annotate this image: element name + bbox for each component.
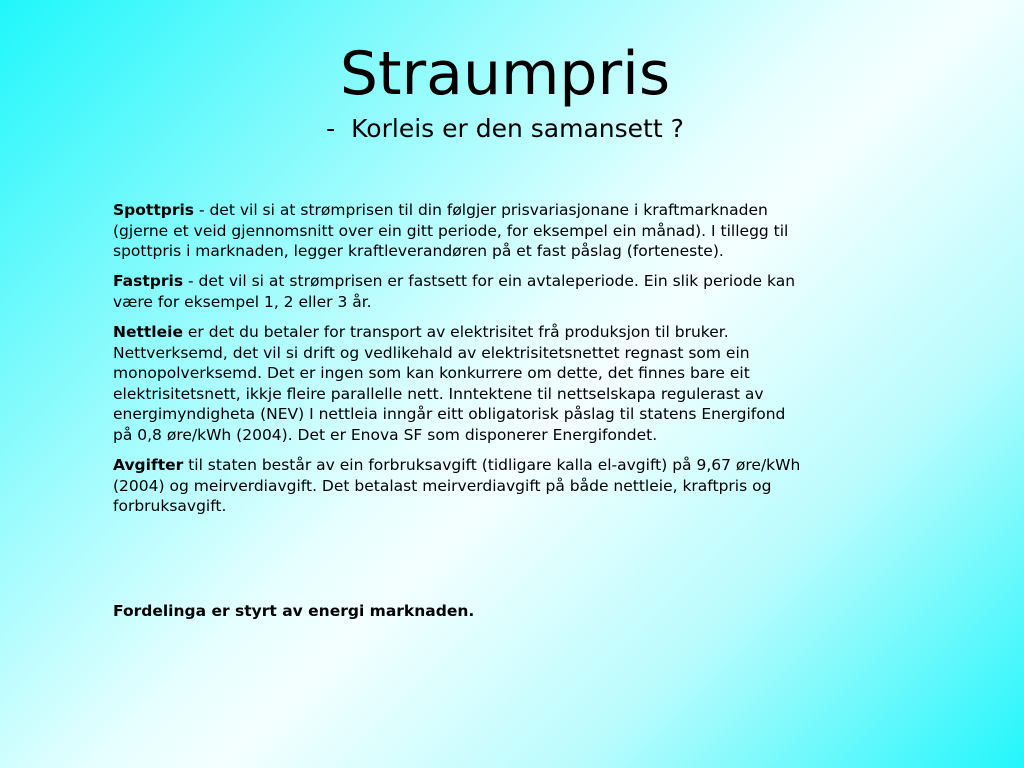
paragraph-nettleie xyxy=(113,322,803,446)
text-avgifter: til staten består av ein forbruksavgift (tidligare kalla el-avgift) på 9,67 øre/kWh (2004) og meirverdiavgift. Det betalast meirverdiavgift på både nettleie, kraftpris og forbruksavgift. xyxy=(113,456,801,516)
term-fastpris: Fastpris xyxy=(113,272,184,291)
text-fastpris: - det vil si at strømprisen er fastsett for ein avtaleperiode. Ein slik periode kan være for eksempel 1, 2 eller 3 år. xyxy=(113,272,796,311)
text-spottpris: - det vil si at strømprisen til din følgjer prisvariasjonane i kraftmarknaden (gjerne et veid gjennomsnitt over ein gitt periode, for eksempel ein månad). I tillegg til spottpris i marknaden, legger kraftleverandøren på et fast påslag (forteneste). xyxy=(113,201,789,261)
conclusion-text: Fordelinga er styrt av energi marknaden. xyxy=(113,602,475,620)
text-nettleie: er det du betaler for transport av elektrisitet frå produksjon til bruker. Nettverksemd, det vil si drift og vedlikehald av elektrisitetsnettet regnast som ein monopolverksemd. Det er ingen som kan konkurrere om dette, det finnes bare eit elektrisitetsnett, ikkje fleire parallelle nett. Inntektene til nettselskapa regulerast av energimyndigheta (NEV) I nettleia inngår eitt obligatorisk påslag til statens Energifond på 0,8 øre/kWh (2004). Det er Enova SF som disponerer Energifondet. xyxy=(113,322,786,444)
paragraph-spottpris xyxy=(113,200,803,262)
slide-title: Straumpris xyxy=(339,39,671,109)
slide-subtitle xyxy=(0,112,1010,146)
term-spottpris: Spottpris xyxy=(113,201,195,219)
subtitle-dash: - xyxy=(326,114,336,143)
paragraph-avgifter xyxy=(113,455,803,517)
term-avgifter: Avgifter xyxy=(113,456,184,475)
subtitle-text: Korleis er den samansett ? xyxy=(351,114,684,143)
slide-body xyxy=(113,200,803,526)
term-nettleie: Nettleie xyxy=(113,322,183,341)
paragraph-fastpris xyxy=(113,271,803,312)
